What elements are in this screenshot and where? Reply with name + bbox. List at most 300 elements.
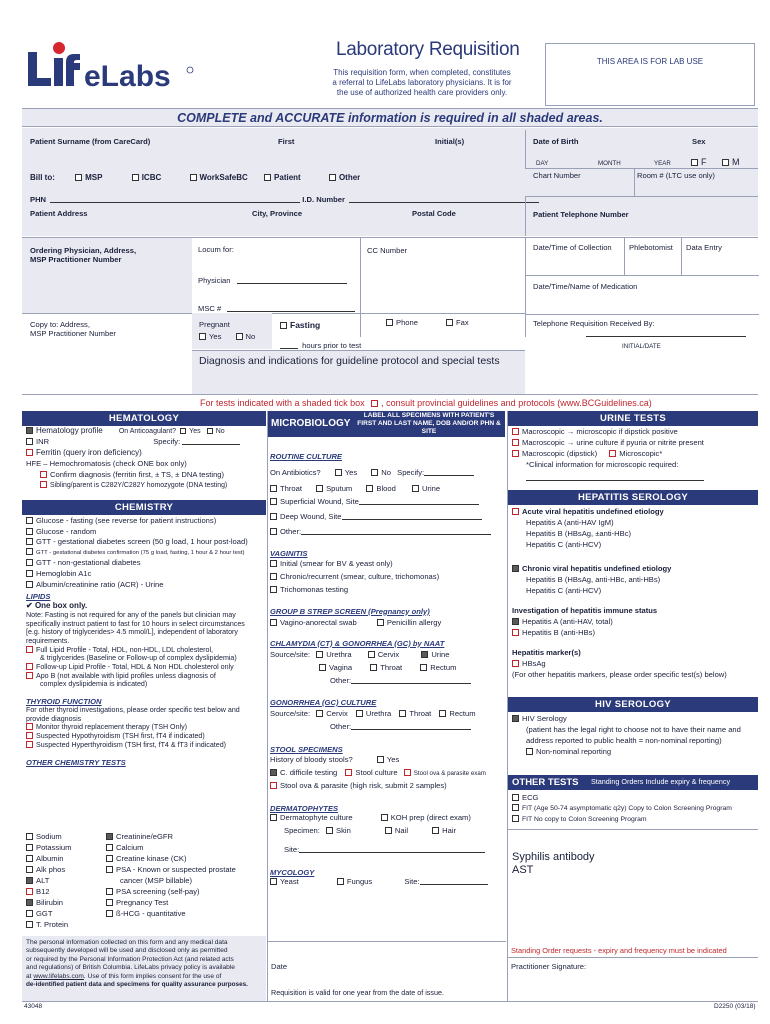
vagino-option[interactable] bbox=[270, 618, 357, 627]
ordering-physician-line-2: MSP Practitioner Number bbox=[30, 255, 122, 265]
trichomonas-option[interactable] bbox=[270, 585, 510, 598]
urine-microscopic-label: Microscopic* bbox=[619, 449, 663, 458]
other-chem-psa-screen[interactable] bbox=[106, 887, 266, 898]
vaginitis-initial-checkbox[interactable] bbox=[270, 560, 277, 567]
antibiotics-specify-input[interactable] bbox=[424, 475, 474, 476]
chronic-hep-label: Chronic viral hepatitis undefined etiology bbox=[522, 564, 672, 573]
throat-label: Throat bbox=[280, 484, 302, 494]
hbsag-checkbox[interactable] bbox=[512, 660, 519, 667]
creatinine-checkbox[interactable] bbox=[106, 833, 113, 840]
urine-dipstick-option[interactable] bbox=[512, 449, 597, 458]
apob-checkbox[interactable] bbox=[26, 672, 33, 679]
gc-cervix-option[interactable] bbox=[316, 709, 348, 718]
vagino-label: Vagino-anorectal swab bbox=[280, 617, 357, 627]
throat-checkbox[interactable] bbox=[270, 485, 277, 492]
vaginitis-initial-label: Initial (smear for BV & yeast only) bbox=[280, 558, 393, 568]
bill-patient-option[interactable] bbox=[264, 173, 301, 182]
pregnancy-checkbox[interactable] bbox=[106, 899, 113, 906]
other-tests-entries[interactable] bbox=[512, 851, 595, 878]
antibiotics-no-label: No bbox=[381, 468, 392, 478]
urine-checkbox[interactable] bbox=[412, 485, 419, 492]
anticoag-no-option[interactable] bbox=[207, 428, 225, 435]
gc-urethra-checkbox[interactable] bbox=[356, 710, 363, 717]
phlebotomist-divider bbox=[624, 237, 625, 275]
inr-option[interactable] bbox=[26, 437, 49, 446]
copy-phone-option[interactable] bbox=[386, 318, 418, 327]
chart-number-label: Chart Number bbox=[533, 171, 581, 180]
antibiotics-yes-option[interactable] bbox=[335, 468, 357, 477]
fit-copy-label: FIT (Age 50-74 asymptomatic q2y) Copy to Colon Screening Program bbox=[522, 805, 732, 812]
copy-fax-checkbox[interactable] bbox=[446, 319, 453, 326]
tprotein-label: T. Protein bbox=[36, 920, 69, 929]
urine-clinical-input[interactable] bbox=[526, 471, 704, 481]
chlamydia-source-row-1 bbox=[270, 650, 510, 663]
chlamydia-heading: CHLAMYDIA (CT) & GONORRHEA (GC) by NAAT bbox=[270, 638, 445, 648]
phn-input[interactable] bbox=[50, 202, 300, 203]
fit-nocopy-option[interactable] bbox=[512, 815, 758, 826]
ct-rectum-option[interactable] bbox=[420, 663, 456, 672]
urine-macro-2-option[interactable] bbox=[512, 438, 758, 449]
stool-ova-option[interactable] bbox=[404, 770, 486, 777]
vaginitis-chronic-checkbox[interactable] bbox=[270, 573, 277, 580]
chem-item-5-checkbox[interactable] bbox=[26, 570, 33, 577]
full-lipid-label: Full Lipid Profile - Total, HDL, non-HDL, LDL cholesterol, bbox=[36, 645, 214, 654]
patient-address-label: Patient Address bbox=[30, 209, 88, 218]
urine-microscopic-option[interactable] bbox=[609, 449, 662, 458]
hematology-profile-option[interactable] bbox=[26, 426, 103, 435]
vagino-checkbox[interactable] bbox=[270, 619, 277, 626]
left-column-divider bbox=[267, 411, 268, 1001]
stool-ova-checkbox[interactable] bbox=[404, 769, 411, 776]
fasting-hours-input[interactable] bbox=[280, 348, 298, 349]
pregnant-yes-checkbox[interactable] bbox=[199, 333, 206, 340]
full-lipid-label-2: & triglycerides (Baseline or Follow-up of complex dyslipidemia) bbox=[40, 654, 237, 663]
thyroid-note-2: provide diagnosis bbox=[26, 714, 82, 723]
lab-use-label: THIS AREA IS FOR LAB USE bbox=[596, 57, 704, 66]
follow-lipid-option[interactable] bbox=[26, 663, 268, 672]
anticoag-yes-option[interactable] bbox=[180, 428, 200, 435]
patient-first-label: First bbox=[278, 137, 295, 146]
ferritin-label: Ferritin (query iron deficiency) bbox=[36, 448, 142, 457]
antibiotics-yes-checkbox[interactable] bbox=[335, 469, 342, 476]
tsh-option[interactable] bbox=[26, 723, 268, 732]
ferritin-option[interactable] bbox=[26, 448, 266, 459]
inr-row bbox=[26, 437, 266, 448]
koh-checkbox[interactable] bbox=[381, 814, 388, 821]
deep-wound-checkbox[interactable] bbox=[270, 513, 277, 520]
other-chem-bhcg[interactable] bbox=[106, 909, 266, 920]
deep-wound-label: Deep Wound, Site bbox=[280, 512, 342, 522]
bill-icbc-option[interactable] bbox=[132, 173, 162, 182]
antibiotics-no-checkbox[interactable] bbox=[371, 469, 378, 476]
pregnant-no-checkbox[interactable] bbox=[236, 333, 243, 340]
chem-item-2-checkbox[interactable] bbox=[26, 538, 33, 545]
dob-day-label: DAY bbox=[536, 160, 549, 167]
bilirubin-checkbox[interactable] bbox=[26, 899, 33, 906]
other-chem-sodium[interactable] bbox=[26, 832, 104, 843]
routine-other-option[interactable] bbox=[270, 527, 510, 540]
sex-male-option[interactable] bbox=[722, 157, 740, 168]
practitioner-signature-input[interactable] bbox=[511, 972, 757, 998]
chem-item-1[interactable] bbox=[26, 527, 268, 538]
hematology-profile-checkbox[interactable] bbox=[26, 427, 33, 434]
ct-cervix-option[interactable] bbox=[368, 650, 400, 659]
chem-item-3[interactable] bbox=[26, 548, 268, 559]
sex-female-option[interactable] bbox=[691, 157, 707, 168]
ggt-label: GGT bbox=[36, 909, 53, 918]
medication-bottom-line bbox=[526, 314, 759, 315]
bill-other-checkbox[interactable] bbox=[329, 174, 336, 181]
sex-male-checkbox[interactable] bbox=[722, 159, 729, 166]
derm-hair-checkbox[interactable] bbox=[432, 827, 439, 834]
gc-urethra-option[interactable] bbox=[356, 709, 391, 718]
ct-throat-checkbox[interactable] bbox=[370, 664, 377, 671]
chem-item-6[interactable] bbox=[26, 580, 268, 591]
derm-skin-checkbox[interactable] bbox=[326, 827, 333, 834]
gc-other-input[interactable] bbox=[351, 729, 471, 730]
ecg-label: ECG bbox=[522, 793, 539, 802]
chem-item-3-label: GTT - gestational diabetes confirmation (75 g load, fasting, 1 hour & 2 hour test) bbox=[36, 549, 245, 556]
standing-order-warning: Standing Order requests - expiry and frequency must be indicated bbox=[511, 946, 727, 955]
hfe-sibling-option[interactable] bbox=[26, 481, 266, 492]
other-chem-calcium[interactable] bbox=[106, 843, 266, 854]
hiv-section bbox=[512, 714, 758, 758]
koh-option[interactable] bbox=[381, 813, 471, 822]
hypo-option[interactable] bbox=[26, 732, 268, 741]
b12-checkbox[interactable] bbox=[26, 888, 33, 895]
fasting-checkbox[interactable] bbox=[280, 322, 287, 329]
gc-rectum-option[interactable] bbox=[439, 709, 475, 718]
acute-hep-checkbox[interactable] bbox=[512, 508, 519, 515]
bill-icbc-checkbox[interactable] bbox=[132, 174, 139, 181]
bill-patient-checkbox[interactable] bbox=[264, 174, 271, 181]
derm-hair-option[interactable] bbox=[432, 826, 456, 835]
routine-other-checkbox[interactable] bbox=[270, 528, 277, 535]
superficial-wound-input[interactable] bbox=[359, 504, 479, 505]
form-desc-line-1: This requisition form, when completed, constitutes bbox=[333, 68, 511, 77]
hbsag-option[interactable] bbox=[512, 659, 758, 670]
tsh-checkbox[interactable] bbox=[26, 723, 33, 730]
hep-other-note: (For other hepatitis markers, please order specific test(s) below) bbox=[512, 670, 727, 679]
other-chem-alkphos[interactable] bbox=[26, 865, 104, 876]
stool-ova-highrisk-label: Stool ova & parasite (high risk, submit 2 samples) bbox=[280, 780, 447, 790]
immune-hep-a-option[interactable] bbox=[512, 617, 758, 628]
bloody-stool-yes-checkbox[interactable] bbox=[377, 756, 384, 763]
throat-option[interactable] bbox=[270, 484, 302, 493]
stool-culture-option[interactable] bbox=[345, 768, 397, 777]
ct-vagina-option[interactable] bbox=[319, 663, 352, 672]
other-test-ast: AST bbox=[512, 864, 534, 877]
stool-ova-highrisk-checkbox[interactable] bbox=[270, 782, 277, 789]
practitioner-signature-label: Practitioner Signature: bbox=[511, 962, 587, 971]
acute-hep-b: Hepatitis B (HBsAg, ±anti-HBc) bbox=[526, 529, 632, 538]
tprotein-checkbox[interactable] bbox=[26, 921, 33, 928]
chem-item-5[interactable] bbox=[26, 569, 268, 580]
chem-item-2[interactable] bbox=[26, 537, 268, 548]
copy-phone-label: Phone bbox=[396, 318, 418, 327]
copy-fax-option[interactable] bbox=[446, 318, 469, 327]
bhcg-checkbox[interactable] bbox=[106, 910, 113, 917]
gc-rectum-checkbox[interactable] bbox=[439, 710, 446, 717]
stool-culture-checkbox[interactable] bbox=[345, 769, 352, 776]
other-chem-heading: OTHER CHEMISTRY TESTS bbox=[26, 758, 126, 768]
hfe-sibling-checkbox[interactable] bbox=[40, 481, 47, 488]
deep-wound-input[interactable] bbox=[342, 519, 482, 520]
bill-worksafe-checkbox[interactable] bbox=[190, 174, 197, 181]
initial-date-label: INITIAL/DATE bbox=[622, 343, 661, 350]
urine-dipstick-checkbox[interactable] bbox=[512, 450, 519, 457]
hiv-serology-option[interactable] bbox=[512, 714, 758, 725]
gc-cervix-checkbox[interactable] bbox=[316, 710, 323, 717]
bloody-stool-yes-label: Yes bbox=[386, 754, 400, 764]
copy-fax-label: Fax bbox=[456, 318, 469, 327]
hematology-section bbox=[26, 426, 266, 492]
acute-hep-c: Hepatitis C (anti-HCV) bbox=[526, 540, 602, 549]
hypo-checkbox[interactable] bbox=[26, 732, 33, 739]
ferritin-checkbox[interactable] bbox=[26, 449, 33, 456]
copy-phone-checkbox[interactable] bbox=[386, 319, 393, 326]
privacy-link[interactable]: www.lifelabs.com bbox=[33, 972, 84, 980]
sodium-label: Sodium bbox=[36, 832, 62, 841]
follow-lipid-label: Follow-up Lipid Profile - Total, HDL & Non HDL cholesterol only bbox=[36, 663, 234, 671]
full-lipid-option[interactable] bbox=[26, 646, 268, 655]
pregnant-yes-option[interactable] bbox=[199, 332, 221, 341]
ct-urine-checkbox[interactable] bbox=[421, 651, 428, 658]
myco-site-label: Site: bbox=[404, 877, 420, 886]
bottom-border bbox=[22, 1001, 758, 1002]
immune-hep-a-label: Hepatitis A (anti-HAV, total) bbox=[522, 617, 613, 626]
other-tests-divider bbox=[508, 829, 758, 830]
urine-macro-2-checkbox[interactable] bbox=[512, 439, 519, 446]
ggt-checkbox[interactable] bbox=[26, 910, 33, 917]
chem-item-4[interactable] bbox=[26, 558, 268, 569]
full-lipid-checkbox[interactable] bbox=[26, 646, 33, 653]
gbs-heading: GROUP B STREP SCREEN (Pregnancy only) bbox=[270, 606, 430, 616]
fasting-hours-row bbox=[280, 341, 361, 350]
apob-label-2: complex dyslipidemia is indicated) bbox=[40, 680, 148, 689]
date-label: Date bbox=[271, 962, 288, 971]
fit-nocopy-checkbox[interactable] bbox=[512, 815, 519, 822]
msc-input[interactable] bbox=[227, 311, 355, 312]
standing-orders-note: Standing Orders Include expiry & frequency bbox=[591, 777, 731, 786]
ct-rectum-checkbox[interactable] bbox=[420, 664, 427, 671]
chem-item-6-checkbox[interactable] bbox=[26, 581, 33, 588]
gc-throat-checkbox[interactable] bbox=[399, 710, 406, 717]
deep-wound-option[interactable] bbox=[270, 512, 510, 527]
sputum-option[interactable] bbox=[316, 484, 352, 493]
other-chem-alt[interactable] bbox=[26, 876, 104, 887]
immune-hep-b-checkbox[interactable] bbox=[512, 629, 519, 636]
non-nominal-checkbox[interactable] bbox=[526, 748, 533, 755]
alt-checkbox[interactable] bbox=[26, 877, 33, 884]
bill-patient-label: Patient bbox=[274, 173, 301, 182]
gc-throat-option[interactable] bbox=[399, 709, 431, 718]
gc-throat-label: Throat bbox=[409, 709, 432, 719]
pregnancy-label: Pregnancy Test bbox=[116, 898, 169, 907]
bill-msp-option[interactable] bbox=[75, 173, 102, 182]
cdiff-label: C. difficile testing bbox=[280, 767, 338, 777]
pregnant-no-option[interactable] bbox=[236, 332, 256, 341]
other-tests-header bbox=[508, 775, 758, 790]
urine-macro-1-checkbox[interactable] bbox=[512, 428, 519, 435]
acute-hep-option[interactable] bbox=[512, 507, 758, 518]
ecg-option[interactable] bbox=[512, 793, 758, 804]
derm-culture-option[interactable] bbox=[270, 813, 353, 822]
penicillin-option[interactable] bbox=[377, 618, 441, 627]
immune-hep-b-option[interactable] bbox=[512, 628, 758, 639]
other-chem-albumin[interactable] bbox=[26, 854, 104, 865]
yeast-checkbox[interactable] bbox=[270, 878, 277, 885]
routine-other-input[interactable] bbox=[301, 534, 491, 535]
fungus-checkbox[interactable] bbox=[337, 878, 344, 885]
cdiff-option[interactable] bbox=[270, 768, 337, 777]
cc-divider bbox=[360, 237, 361, 337]
chem-item-3-checkbox[interactable] bbox=[26, 548, 33, 555]
hiv-header: HIV SEROLOGY bbox=[508, 697, 758, 712]
trichomonas-checkbox[interactable] bbox=[270, 586, 277, 593]
vaginitis-initial-option[interactable] bbox=[270, 559, 510, 572]
id-number-input[interactable] bbox=[349, 202, 539, 203]
urine-macro-1-option[interactable] bbox=[512, 427, 758, 438]
hfe-confirm-option[interactable] bbox=[26, 470, 266, 481]
stool-ova-highrisk-option[interactable] bbox=[270, 781, 510, 794]
alkphos-checkbox[interactable] bbox=[26, 866, 33, 873]
bill-msp-checkbox[interactable] bbox=[75, 174, 82, 181]
ct-urethra-checkbox[interactable] bbox=[316, 651, 323, 658]
bill-worksafe-option[interactable] bbox=[190, 173, 248, 182]
patient-surname-input[interactable] bbox=[30, 148, 520, 162]
sex-female-label: F bbox=[701, 157, 707, 167]
derm-site-label: Site: bbox=[284, 844, 300, 854]
other-chem-bilirubin[interactable] bbox=[26, 898, 104, 909]
ct-throat-option[interactable] bbox=[370, 663, 402, 672]
penicillin-checkbox[interactable] bbox=[377, 619, 384, 626]
antibiotics-no-option[interactable] bbox=[371, 468, 391, 477]
chem-item-1-checkbox[interactable] bbox=[26, 528, 33, 535]
blood-checkbox[interactable] bbox=[366, 485, 373, 492]
collection-bottom-line bbox=[526, 275, 759, 276]
derm-skin-option[interactable] bbox=[326, 826, 351, 835]
hfe-confirm-checkbox[interactable] bbox=[40, 471, 47, 478]
calcium-checkbox[interactable] bbox=[106, 844, 113, 851]
superficial-wound-checkbox[interactable] bbox=[270, 498, 277, 505]
anticoag-yes-checkbox[interactable] bbox=[180, 428, 186, 434]
chemistry-section bbox=[26, 516, 268, 768]
locum-row bbox=[198, 245, 234, 254]
sputum-checkbox[interactable] bbox=[316, 485, 323, 492]
mycology-row bbox=[270, 877, 510, 890]
other-tests-section bbox=[512, 793, 758, 826]
bloody-stool-yes-option[interactable] bbox=[377, 755, 399, 764]
bill-other-option[interactable] bbox=[329, 173, 360, 182]
ct-rectum-label: Rectum bbox=[430, 663, 457, 672]
myco-site-input[interactable] bbox=[420, 884, 488, 885]
derm-site-input[interactable] bbox=[299, 852, 485, 853]
fasting-option[interactable] bbox=[280, 320, 320, 330]
chem-item-0[interactable] bbox=[26, 516, 268, 527]
other-chem-potassium[interactable] bbox=[26, 843, 104, 854]
chem-item-0-checkbox[interactable] bbox=[26, 517, 33, 524]
derm-nail-option[interactable] bbox=[385, 826, 408, 835]
urine-microscopic-checkbox[interactable] bbox=[609, 450, 616, 457]
fit-copy-checkbox[interactable] bbox=[512, 804, 519, 811]
hyper-option[interactable] bbox=[26, 741, 268, 750]
gbs-row bbox=[270, 618, 510, 631]
vaginitis-chronic-option[interactable] bbox=[270, 572, 510, 585]
non-nominal-option[interactable] bbox=[512, 747, 758, 758]
other-chem-creatinine[interactable] bbox=[106, 832, 266, 843]
psa-known-checkbox[interactable] bbox=[106, 866, 113, 873]
other-chem-pregnancy[interactable] bbox=[106, 898, 266, 909]
ct-urethra-option[interactable] bbox=[316, 650, 351, 659]
chem-item-4-checkbox[interactable] bbox=[26, 559, 33, 566]
bloody-stool-row bbox=[270, 755, 510, 768]
vaginitis-chronic-label: Chronic/recurrent (smear, culture, trichomonas) bbox=[280, 571, 440, 581]
ct-cervix-checkbox[interactable] bbox=[368, 651, 375, 658]
ck-checkbox[interactable] bbox=[106, 855, 113, 862]
right-column-divider bbox=[507, 411, 508, 1001]
physician-input[interactable] bbox=[237, 283, 347, 284]
blood-option[interactable] bbox=[366, 484, 395, 493]
pregnant-label: Pregnant bbox=[199, 320, 230, 329]
follow-lipid-checkbox[interactable] bbox=[26, 663, 33, 670]
fit-copy-option[interactable] bbox=[512, 804, 758, 815]
yeast-option[interactable] bbox=[270, 877, 299, 886]
bill-msp-label: MSP bbox=[85, 173, 103, 182]
ct-urine-option[interactable] bbox=[421, 650, 449, 659]
sodium-checkbox[interactable] bbox=[26, 833, 33, 840]
chronic-hep-checkbox[interactable] bbox=[512, 565, 519, 572]
acute-hep-label: Acute viral hepatitis undefined etiology bbox=[522, 507, 664, 516]
lipids-note-3: [e.g. history of triglycerides> 4.5 mmol/L], independent of laboratory bbox=[26, 628, 238, 637]
anticoag-no-checkbox[interactable] bbox=[207, 428, 213, 434]
sex-female-checkbox[interactable] bbox=[691, 159, 698, 166]
standing-warning-line bbox=[508, 957, 758, 958]
derm-culture-checkbox[interactable] bbox=[270, 814, 277, 821]
fungus-option[interactable] bbox=[337, 877, 372, 886]
medication-label: Date/Time/Name of Medication bbox=[533, 282, 638, 291]
psa-screen-checkbox[interactable] bbox=[106, 888, 113, 895]
psa-known-label: PSA - Known or suspected prostate bbox=[116, 865, 236, 874]
inr-checkbox[interactable] bbox=[26, 438, 33, 445]
telephone-req-line[interactable] bbox=[586, 336, 746, 337]
ct-vagina-checkbox[interactable] bbox=[319, 664, 326, 671]
privacy-line-4: and regulations) of British Columbia. LifeLabs privacy policy is available bbox=[26, 964, 235, 972]
ct-other-input[interactable] bbox=[351, 683, 471, 684]
other-chem-b12[interactable] bbox=[26, 887, 104, 898]
urine-option[interactable] bbox=[412, 484, 440, 493]
other-chem-tprotein[interactable] bbox=[26, 920, 104, 931]
ecg-checkbox[interactable] bbox=[512, 794, 519, 801]
other-chem-psa-known[interactable] bbox=[106, 865, 266, 876]
chem-item-2-label: GTT - gestational diabetes screen (50 g load, 1 hour post-load) bbox=[36, 537, 248, 547]
superficial-wound-option[interactable] bbox=[270, 497, 510, 510]
cdiff-checkbox[interactable] bbox=[270, 769, 277, 776]
pregnant-no-label: No bbox=[245, 332, 256, 341]
derm-nail-checkbox[interactable] bbox=[385, 827, 392, 834]
sex-label: Sex bbox=[692, 137, 706, 146]
specify-input[interactable] bbox=[182, 444, 240, 445]
albumin-checkbox[interactable] bbox=[26, 855, 33, 862]
other-chem-ggt[interactable] bbox=[26, 909, 104, 920]
hiv-serology-checkbox[interactable] bbox=[512, 715, 519, 722]
immune-hep-a-checkbox[interactable] bbox=[512, 618, 519, 625]
other-chem-ck[interactable] bbox=[106, 854, 266, 865]
potassium-checkbox[interactable] bbox=[26, 844, 33, 851]
apob-option[interactable] bbox=[26, 672, 268, 681]
chronic-hep-option[interactable] bbox=[512, 564, 758, 575]
hyper-checkbox[interactable] bbox=[26, 741, 33, 748]
